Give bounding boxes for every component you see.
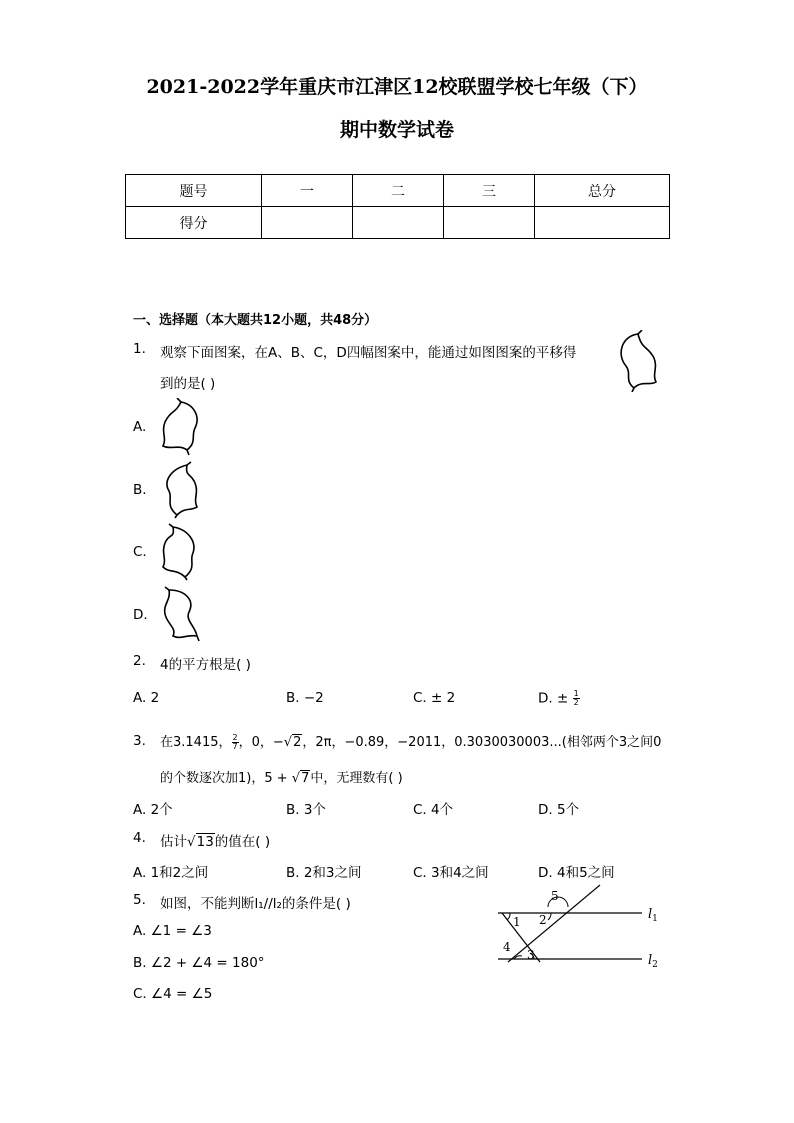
leaf-option-d-figure[interactable] — [157, 586, 203, 644]
option-label[interactable]: A. ∠1 = ∠3 — [133, 923, 212, 939]
fraction-numerator: 2 — [232, 733, 238, 742]
section-heading: 一、选择题（本大题共12小题，共48分） — [133, 313, 378, 328]
angle-label-2: 2 — [539, 913, 547, 927]
question-text: 观察下面图案，在A、B、C，D四幅图案中，能通过如图图案的平移得 — [160, 345, 577, 361]
fraction-denominator: 2 — [573, 698, 579, 707]
question-text: ，2π，−0.89，−2011，0.3030030003...(相邻两个3之间0 — [302, 735, 662, 750]
option-label[interactable]: D. 5个 — [538, 802, 580, 818]
question-text: 到的是( ) — [160, 376, 216, 392]
option-label[interactable]: B. −2 — [286, 690, 324, 706]
table-header-cell: 总分 — [535, 175, 670, 207]
sqrt-symbol: √ — [283, 735, 293, 750]
question-text: ，0，− — [238, 735, 284, 750]
question-number: 1. — [133, 341, 146, 357]
option-label[interactable]: D. 4和5之间 — [538, 865, 615, 881]
option-label[interactable]: C. 3和4之间 — [413, 865, 489, 881]
option-label[interactable]: A. 2个 — [133, 802, 173, 818]
exam-title-line1: 2021-2022学年重庆市江津区12校联盟学校七年级（下） — [146, 76, 648, 98]
angle-label-4: 4 — [503, 940, 511, 954]
question-text: 中，无理数有( ) — [310, 771, 403, 786]
option-label[interactable]: D. — [133, 607, 148, 623]
option-label: D. ± — [538, 690, 569, 707]
option-label[interactable]: C. ∠4 = ∠5 — [133, 986, 213, 1002]
table-row-label: 得分 — [126, 207, 262, 239]
fraction-denominator: 7 — [232, 742, 238, 751]
option-label[interactable]: B. 3个 — [286, 802, 326, 818]
sqrt-radicand: 13 — [196, 834, 214, 850]
angle-label-5: 5 — [551, 889, 559, 903]
parallel-lines-figure — [494, 882, 670, 974]
question-number: 3. — [133, 733, 146, 749]
question-text-line1 — [160, 731, 661, 751]
option-label[interactable]: A. 2 — [133, 690, 160, 706]
question-text-line2 — [160, 767, 403, 786]
angle-label-1: 1 — [513, 915, 521, 929]
question-text: 4的平方根是( ) — [160, 657, 251, 673]
question-number: 2. — [133, 653, 146, 669]
line-letter: l — [648, 953, 653, 968]
sqrt-symbol: √ — [187, 834, 196, 850]
angle-label-3: 3 — [527, 948, 535, 962]
question-text: 在3.1415， — [160, 735, 232, 750]
sqrt-radicand: 7 — [301, 771, 310, 786]
score-table — [125, 174, 670, 239]
option-label[interactable]: C. 4个 — [413, 802, 454, 818]
table-header-cell: 题号 — [126, 175, 262, 207]
table-header-cell: 三 — [444, 175, 535, 207]
question-text: 的个数逐次加1)，5 + — [160, 771, 292, 786]
exam-title-line2: 期中数学试卷 — [339, 119, 454, 141]
option-label[interactable]: C. — [133, 544, 147, 560]
option-label[interactable]: A. 1和2之间 — [133, 865, 209, 881]
sqrt-symbol: √ — [291, 771, 301, 786]
sqrt-radicand: 2 — [293, 735, 302, 750]
table-header-cell: 二 — [353, 175, 444, 207]
fraction-numerator: 1 — [573, 689, 579, 698]
question-text: 估计 — [160, 834, 187, 850]
option-label[interactable]: C. ± 2 — [413, 690, 456, 706]
line-subscript: 2 — [652, 960, 658, 970]
question-text: 的值在( ) — [214, 834, 271, 850]
score-cell[interactable] — [353, 207, 444, 239]
question-number: 4. — [133, 830, 146, 846]
line-label-l2 — [648, 953, 658, 970]
score-table-header-row — [126, 175, 670, 207]
option-label[interactable]: B. — [133, 482, 147, 498]
table-header-cell: 一 — [262, 175, 353, 207]
leaf-option-a-figure[interactable] — [157, 398, 203, 456]
line-label-l1 — [648, 907, 658, 924]
line-subscript: 1 — [652, 914, 658, 924]
fraction-two-sevenths — [232, 734, 239, 751]
option-label[interactable]: B. ∠2 + ∠4 = 180° — [133, 955, 265, 971]
score-cell[interactable] — [262, 207, 353, 239]
leaf-option-b-figure[interactable] — [157, 461, 203, 519]
question-text: 如图，不能判断l₁//l₂的条件是( ) — [160, 896, 351, 912]
leaf-reference-figure — [612, 330, 662, 392]
option-label[interactable]: B. 2和3之间 — [286, 865, 362, 881]
score-cell[interactable] — [444, 207, 535, 239]
question-text-line — [160, 830, 270, 850]
score-cell[interactable] — [535, 207, 670, 239]
line-letter: l — [648, 907, 653, 922]
fraction-one-half — [573, 690, 580, 707]
question-number: 5. — [133, 892, 146, 908]
option-label[interactable]: A. — [133, 419, 147, 435]
score-table-score-row — [126, 207, 670, 239]
leaf-option-c-figure[interactable] — [157, 523, 203, 581]
option-d-container[interactable] — [538, 690, 580, 707]
